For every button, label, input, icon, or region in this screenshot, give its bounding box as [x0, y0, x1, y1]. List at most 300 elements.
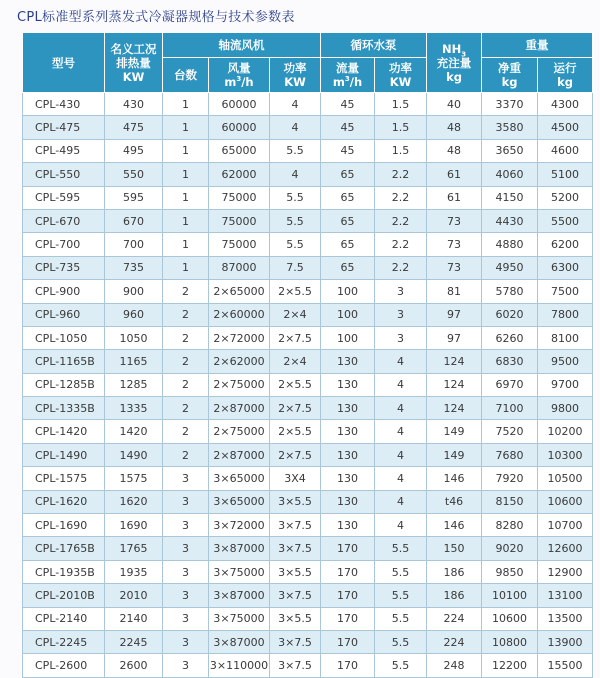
cell-pump-power: 4 [375, 420, 427, 443]
cell-fan-power: 2×5.5 [270, 420, 321, 443]
cell-op-weight: 5100 [538, 163, 593, 186]
header-fan-count: 台数 [163, 58, 209, 93]
header-fan-air-unit-prefix: m [224, 75, 237, 89]
cell-pump-flow: 130 [321, 514, 375, 537]
cell-pump-flow: 100 [321, 280, 375, 303]
cell-capacity: 1165 [105, 350, 163, 373]
cell-net-weight: 3650 [482, 139, 538, 162]
cell-nh3-charge: 124 [427, 373, 482, 396]
cell-model: CPL-2600 [23, 654, 105, 677]
table-row [23, 373, 593, 396]
cell-pump-power: 2.2 [375, 256, 427, 279]
table-row [23, 467, 593, 490]
cell-op-weight: 8100 [538, 326, 593, 349]
cell-nh3-charge: 186 [427, 584, 482, 607]
header-nh3-sub: 3 [461, 49, 467, 58]
cell-net-weight: 4060 [482, 163, 538, 186]
cell-fan-air: 3×65000 [209, 490, 270, 513]
cell-pump-power: 5.5 [375, 654, 427, 677]
cell-fan-air: 2×75000 [209, 373, 270, 396]
cell-fan-air: 3×65000 [209, 467, 270, 490]
cell-op-weight: 13900 [538, 630, 593, 653]
cell-op-weight: 12600 [538, 537, 593, 560]
cell-net-weight: 8280 [482, 514, 538, 537]
cell-pump-power: 5.5 [375, 537, 427, 560]
cell-fan-power: 7.5 [270, 256, 321, 279]
cell-fan-air: 3×75000 [209, 607, 270, 630]
header-pump-power [375, 58, 427, 93]
header-weight-group: 重量 [482, 33, 593, 58]
cell-capacity: 2140 [105, 607, 163, 630]
header-fan-power [270, 58, 321, 93]
cell-pump-flow: 45 [321, 93, 375, 116]
cell-fan-count: 1 [163, 209, 209, 232]
cell-fan-count: 3 [163, 654, 209, 677]
cell-net-weight: 6830 [482, 350, 538, 373]
cell-pump-flow: 170 [321, 654, 375, 677]
header-model: 型号 [23, 33, 105, 93]
cell-fan-count: 3 [163, 560, 209, 583]
cell-fan-count: 1 [163, 116, 209, 139]
cell-capacity: 1620 [105, 490, 163, 513]
cell-fan-count: 2 [163, 373, 209, 396]
cell-pump-power: 4 [375, 467, 427, 490]
header-op-weight [538, 58, 593, 93]
cell-capacity: 430 [105, 93, 163, 116]
cell-op-weight: 12900 [538, 560, 593, 583]
cell-capacity: 1050 [105, 326, 163, 349]
cell-nh3-charge: 146 [427, 514, 482, 537]
cell-nh3-charge: 48 [427, 139, 482, 162]
cell-fan-air: 60000 [209, 93, 270, 116]
cell-op-weight: 4500 [538, 116, 593, 139]
cell-op-weight: 15500 [538, 654, 593, 677]
table-row [23, 420, 593, 443]
table-row [23, 537, 593, 560]
cell-pump-flow: 130 [321, 443, 375, 466]
cell-nh3-charge: 73 [427, 209, 482, 232]
cell-pump-power: 3 [375, 326, 427, 349]
cell-pump-flow: 45 [321, 139, 375, 162]
table-body [23, 93, 593, 678]
cell-op-weight: 10500 [538, 467, 593, 490]
cell-model: CPL-1165B [23, 350, 105, 373]
header-pump-flow-label: 流量 [336, 61, 360, 75]
cell-capacity: 2600 [105, 654, 163, 677]
cell-nh3-charge: 48 [427, 116, 482, 139]
header-pump-flow-unit-prefix: m [332, 75, 345, 89]
cell-capacity: 550 [105, 163, 163, 186]
cell-pump-power: 1.5 [375, 116, 427, 139]
cell-pump-power: 1.5 [375, 93, 427, 116]
cell-net-weight: 9020 [482, 537, 538, 560]
header-capacity [105, 33, 163, 93]
cell-pump-flow: 65 [321, 186, 375, 209]
cell-pump-flow: 45 [321, 116, 375, 139]
cell-pump-flow: 65 [321, 233, 375, 256]
table-row [23, 139, 593, 162]
cell-nh3-charge: 224 [427, 630, 482, 653]
cell-pump-power: 4 [375, 490, 427, 513]
table-row [23, 233, 593, 256]
cell-fan-power: 5.5 [270, 209, 321, 232]
cell-fan-power: 3×7.5 [270, 654, 321, 677]
cell-capacity: 1285 [105, 373, 163, 396]
cell-fan-power: 5.5 [270, 186, 321, 209]
cell-nh3-charge: 40 [427, 93, 482, 116]
cell-fan-count: 3 [163, 607, 209, 630]
cell-op-weight: 6300 [538, 256, 593, 279]
cell-nh3-charge: 97 [427, 303, 482, 326]
cell-capacity: 960 [105, 303, 163, 326]
cell-pump-power: 4 [375, 514, 427, 537]
page-title: CPL标准型系列蒸发式冷凝器规格与技术参数表 [17, 10, 295, 25]
cell-pump-flow: 65 [321, 163, 375, 186]
cell-pump-flow: 130 [321, 373, 375, 396]
cell-capacity: 2245 [105, 630, 163, 653]
cell-op-weight: 10600 [538, 490, 593, 513]
header-op-weight-unit: kg [557, 75, 573, 89]
table-header [23, 33, 593, 93]
cell-op-weight: 10300 [538, 443, 593, 466]
cell-model: CPL-1765B [23, 537, 105, 560]
cell-pump-flow: 170 [321, 584, 375, 607]
header-fan-power-label: 功率 [283, 61, 307, 75]
cell-nh3-charge: 61 [427, 163, 482, 186]
cell-fan-count: 2 [163, 326, 209, 349]
cell-fan-power: 3×5.5 [270, 560, 321, 583]
cell-fan-count: 2 [163, 303, 209, 326]
cell-model: CPL-2140 [23, 607, 105, 630]
cell-nh3-charge: 149 [427, 443, 482, 466]
cell-model: CPL-1690 [23, 514, 105, 537]
cell-fan-air: 2×72000 [209, 326, 270, 349]
cell-net-weight: 5780 [482, 280, 538, 303]
table-row [23, 514, 593, 537]
cell-fan-power: 3X4 [270, 467, 321, 490]
cell-net-weight: 3370 [482, 93, 538, 116]
header-pump-flow-unit-sup: 3 [344, 75, 350, 84]
cell-op-weight: 10200 [538, 420, 593, 443]
cell-fan-power: 4 [270, 163, 321, 186]
cell-op-weight: 4300 [538, 93, 593, 116]
table-row [23, 607, 593, 630]
cell-capacity: 700 [105, 233, 163, 256]
cell-capacity: 475 [105, 116, 163, 139]
cell-fan-power: 2×4 [270, 303, 321, 326]
cell-pump-power: 2.2 [375, 163, 427, 186]
cell-nh3-charge: 224 [427, 607, 482, 630]
cell-op-weight: 9800 [538, 397, 593, 420]
header-nh3-prefix: NH [441, 41, 462, 56]
cell-net-weight: 3580 [482, 116, 538, 139]
cell-op-weight: 9500 [538, 350, 593, 373]
cell-model: CPL-1490 [23, 443, 105, 466]
cell-nh3-charge: 73 [427, 256, 482, 279]
cell-model: CPL-700 [23, 233, 105, 256]
cell-fan-air: 3×75000 [209, 560, 270, 583]
cell-nh3-charge: 150 [427, 537, 482, 560]
cell-nh3-charge: 146 [427, 467, 482, 490]
cell-nh3-charge: 186 [427, 560, 482, 583]
cell-fan-power: 2×5.5 [270, 280, 321, 303]
cell-fan-power: 2×7.5 [270, 397, 321, 420]
table-row [23, 209, 593, 232]
cell-fan-count: 1 [163, 233, 209, 256]
cell-op-weight: 5200 [538, 186, 593, 209]
cell-fan-air: 3×87000 [209, 537, 270, 560]
table-row [23, 256, 593, 279]
cell-pump-flow: 170 [321, 537, 375, 560]
cell-model: CPL-1335B [23, 397, 105, 420]
table-row [23, 630, 593, 653]
cell-model: CPL-735 [23, 256, 105, 279]
cell-pump-power: 3 [375, 280, 427, 303]
cell-fan-count: 3 [163, 630, 209, 653]
cell-model: CPL-1575 [23, 467, 105, 490]
header-fan-air-label: 风量 [227, 61, 251, 75]
cell-fan-air: 3×87000 [209, 630, 270, 653]
cell-net-weight: 9850 [482, 560, 538, 583]
cell-op-weight: 4600 [538, 139, 593, 162]
cell-net-weight: 6260 [482, 326, 538, 349]
cell-op-weight: 5500 [538, 209, 593, 232]
cell-model: CPL-550 [23, 163, 105, 186]
cell-pump-power: 4 [375, 350, 427, 373]
cell-op-weight: 7500 [538, 280, 593, 303]
cell-pump-flow: 130 [321, 490, 375, 513]
cell-fan-count: 3 [163, 584, 209, 607]
header-capacity-line1: 名义工况 [110, 41, 157, 56]
cell-pump-power: 2.2 [375, 209, 427, 232]
cell-fan-air: 87000 [209, 256, 270, 279]
cell-model: CPL-430 [23, 93, 105, 116]
cell-fan-power: 3×7.5 [270, 584, 321, 607]
cell-op-weight: 9700 [538, 373, 593, 396]
cell-nh3-charge: 248 [427, 654, 482, 677]
cell-net-weight: 7100 [482, 397, 538, 420]
cell-pump-power: 4 [375, 397, 427, 420]
cell-op-weight: 6200 [538, 233, 593, 256]
cell-fan-count: 3 [163, 537, 209, 560]
cell-fan-power: 5.5 [270, 139, 321, 162]
header-pump-flow-unit-suffix: /h [349, 75, 363, 89]
cell-net-weight: 4880 [482, 233, 538, 256]
header-fan-air-unit-suffix: /h [241, 75, 254, 89]
cell-fan-air: 3×87000 [209, 584, 270, 607]
cell-capacity: 735 [105, 256, 163, 279]
cell-fan-count: 2 [163, 280, 209, 303]
cell-net-weight: 6970 [482, 373, 538, 396]
header-net-weight-unit: kg [501, 75, 518, 89]
cell-pump-flow: 170 [321, 630, 375, 653]
table-row [23, 116, 593, 139]
cell-model: CPL-960 [23, 303, 105, 326]
table-row [23, 163, 593, 186]
cell-capacity: 495 [105, 139, 163, 162]
header-fan-air [209, 58, 270, 93]
table-row [23, 397, 593, 420]
cell-nh3-charge: 124 [427, 397, 482, 420]
cell-fan-air: 3×72000 [209, 514, 270, 537]
spec-table [22, 32, 593, 678]
header-nh3 [427, 33, 482, 93]
cell-fan-power: 2×7.5 [270, 326, 321, 349]
cell-capacity: 1420 [105, 420, 163, 443]
cell-fan-power: 3×7.5 [270, 537, 321, 560]
cell-pump-flow: 170 [321, 560, 375, 583]
cell-net-weight: 7520 [482, 420, 538, 443]
header-net-weight [482, 58, 538, 93]
cell-pump-power: 2.2 [375, 233, 427, 256]
cell-net-weight: 4150 [482, 186, 538, 209]
header-capacity-unit: KW [122, 69, 145, 84]
cell-model: CPL-1050 [23, 326, 105, 349]
cell-fan-power: 3×7.5 [270, 514, 321, 537]
cell-model: CPL-495 [23, 139, 105, 162]
cell-fan-air: 75000 [209, 209, 270, 232]
header-net-weight-label: 净重 [498, 61, 522, 75]
cell-pump-power: 4 [375, 443, 427, 466]
cell-pump-flow: 170 [321, 607, 375, 630]
header-pump-group: 循环水泵 [321, 33, 427, 58]
cell-fan-air: 60000 [209, 116, 270, 139]
cell-fan-power: 4 [270, 116, 321, 139]
header-fan-air-unit-sup: 3 [236, 75, 242, 84]
cell-fan-air: 65000 [209, 139, 270, 162]
cell-capacity: 900 [105, 280, 163, 303]
cell-net-weight: 7680 [482, 443, 538, 466]
cell-net-weight: 10800 [482, 630, 538, 653]
cell-fan-count: 3 [163, 467, 209, 490]
cell-net-weight: 12200 [482, 654, 538, 677]
cell-model: CPL-1620 [23, 490, 105, 513]
cell-fan-count: 1 [163, 163, 209, 186]
cell-capacity: 1490 [105, 443, 163, 466]
header-nh3-unit: kg [446, 69, 462, 84]
cell-op-weight: 13500 [538, 607, 593, 630]
cell-fan-power: 2×7.5 [270, 443, 321, 466]
table-row [23, 584, 593, 607]
cell-fan-power: 3×5.5 [270, 607, 321, 630]
cell-nh3-charge: 61 [427, 186, 482, 209]
cell-capacity: 1335 [105, 397, 163, 420]
cell-net-weight: 8150 [482, 490, 538, 513]
cell-model: CPL-1420 [23, 420, 105, 443]
cell-pump-power: 4 [375, 373, 427, 396]
cell-capacity: 2010 [105, 584, 163, 607]
cell-fan-air: 2×87000 [209, 443, 270, 466]
header-pump-power-label: 功率 [389, 61, 413, 75]
cell-fan-power: 3×5.5 [270, 490, 321, 513]
cell-nh3-charge: 81 [427, 280, 482, 303]
cell-pump-flow: 100 [321, 303, 375, 326]
cell-model: CPL-2245 [23, 630, 105, 653]
cell-fan-power: 4 [270, 93, 321, 116]
cell-pump-power: 5.5 [375, 630, 427, 653]
header-nh3-line2: 充注量 [436, 55, 472, 70]
cell-model: CPL-1935B [23, 560, 105, 583]
cell-op-weight: 7800 [538, 303, 593, 326]
header-capacity-line2: 排热量 [116, 55, 151, 70]
table-row [23, 350, 593, 373]
cell-capacity: 595 [105, 186, 163, 209]
cell-pump-power: 3 [375, 303, 427, 326]
header-pump-power-unit: KW [389, 75, 412, 89]
cell-nh3-charge: 149 [427, 420, 482, 443]
cell-fan-air: 3×110000 [209, 654, 270, 677]
cell-model: CPL-670 [23, 209, 105, 232]
cell-fan-count: 1 [163, 256, 209, 279]
cell-pump-flow: 100 [321, 326, 375, 349]
cell-fan-air: 62000 [209, 163, 270, 186]
cell-fan-count: 2 [163, 420, 209, 443]
table-row [23, 654, 593, 677]
cell-pump-power: 5.5 [375, 607, 427, 630]
cell-capacity: 1765 [105, 537, 163, 560]
cell-net-weight: 10100 [482, 584, 538, 607]
cell-fan-power: 2×4 [270, 350, 321, 373]
cell-pump-power: 5.5 [375, 584, 427, 607]
cell-net-weight: 10600 [482, 607, 538, 630]
cell-op-weight: 10700 [538, 514, 593, 537]
cell-fan-air: 2×65000 [209, 280, 270, 303]
cell-capacity: 670 [105, 209, 163, 232]
cell-capacity: 1690 [105, 514, 163, 537]
cell-fan-count: 1 [163, 139, 209, 162]
table-row [23, 93, 593, 116]
cell-model: CPL-595 [23, 186, 105, 209]
table-row [23, 443, 593, 466]
table-row [23, 490, 593, 513]
cell-fan-count: 2 [163, 443, 209, 466]
cell-model: CPL-900 [23, 280, 105, 303]
cell-net-weight: 4430 [482, 209, 538, 232]
cell-pump-power: 1.5 [375, 139, 427, 162]
cell-fan-air: 2×87000 [209, 397, 270, 420]
cell-op-weight: 13100 [538, 584, 593, 607]
cell-capacity: 1575 [105, 467, 163, 490]
cell-fan-air: 2×62000 [209, 350, 270, 373]
cell-fan-count: 3 [163, 490, 209, 513]
header-fan-group: 轴流风机 [163, 33, 321, 58]
cell-model: CPL-1285B [23, 373, 105, 396]
cell-fan-air: 2×75000 [209, 420, 270, 443]
cell-pump-power: 2.2 [375, 186, 427, 209]
cell-fan-count: 2 [163, 350, 209, 373]
table-row [23, 326, 593, 349]
cell-fan-air: 75000 [209, 233, 270, 256]
cell-pump-flow: 130 [321, 397, 375, 420]
cell-pump-power: 5.5 [375, 560, 427, 583]
cell-pump-flow: 130 [321, 420, 375, 443]
cell-model: CPL-2010B [23, 584, 105, 607]
table-row [23, 560, 593, 583]
cell-net-weight: 6020 [482, 303, 538, 326]
cell-nh3-charge: 124 [427, 350, 482, 373]
cell-pump-flow: 130 [321, 467, 375, 490]
cell-fan-power: 5.5 [270, 233, 321, 256]
cell-pump-flow: 65 [321, 256, 375, 279]
cell-fan-power: 3×7.5 [270, 630, 321, 653]
cell-pump-flow: 65 [321, 209, 375, 232]
cell-nh3-charge: t46 [427, 490, 482, 513]
header-op-weight-label: 运行 [553, 61, 577, 75]
cell-capacity: 1935 [105, 560, 163, 583]
table-row [23, 186, 593, 209]
cell-fan-count: 1 [163, 186, 209, 209]
cell-pump-flow: 130 [321, 350, 375, 373]
